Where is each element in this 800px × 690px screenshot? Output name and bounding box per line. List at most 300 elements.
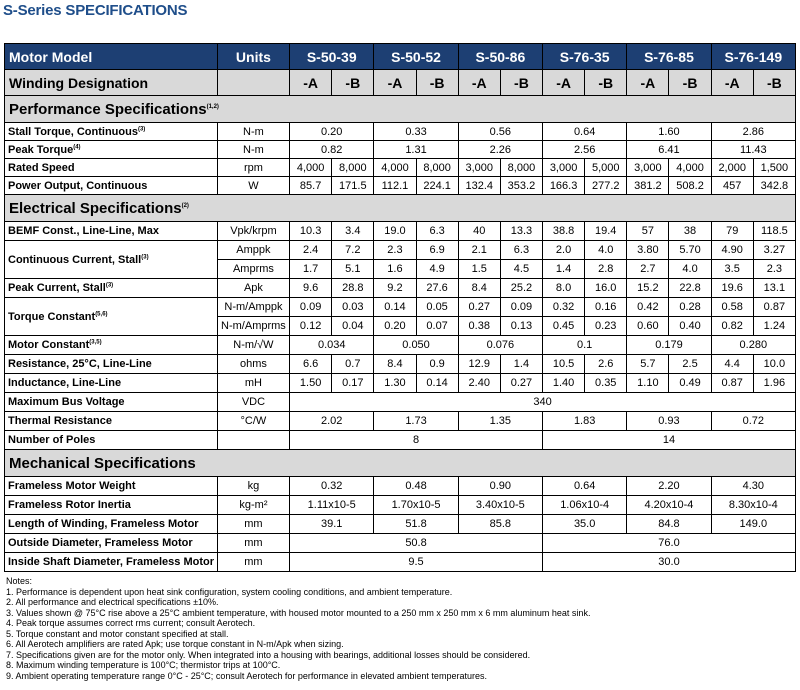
value-cell: 1.30: [374, 374, 416, 393]
performance-row: [5, 177, 796, 195]
value-cell: 27.6: [416, 279, 458, 298]
row-label-text: BEMF Const., Line-Line, Max: [8, 225, 159, 237]
row-label-text: Resistance, 25°C, Line-Line: [8, 358, 152, 370]
unit-cell: °C/W: [217, 412, 289, 431]
value-cell: 0.49: [669, 374, 711, 393]
value-cell: 4.4: [711, 355, 753, 374]
value-cell: 0.64: [543, 123, 627, 141]
units-header: Units: [217, 44, 289, 70]
value-cell: 2.5: [669, 355, 711, 374]
value-cell: 51.8: [374, 515, 458, 534]
value-cell: 38.8: [543, 222, 585, 241]
value-cell: 9.5: [290, 553, 543, 572]
row-label: [5, 298, 218, 336]
mechanical-row: [5, 477, 796, 496]
row-label: [5, 431, 218, 450]
electrical-section: [5, 195, 796, 222]
note-item: 8. Maximum winding temperature is 100°C; thermistor trips at 100°C.: [6, 660, 281, 670]
unit-cell: N-m/√W: [217, 336, 289, 355]
value-cell: 40: [458, 222, 500, 241]
row-label-text: Motor Constant: [8, 339, 90, 351]
value-cell: 1.06x10-4: [543, 496, 627, 515]
value-cell: 2.20: [627, 477, 711, 496]
value-cell: 340: [290, 393, 796, 412]
value-cell: 50.8: [290, 534, 543, 553]
value-cell: 39.1: [290, 515, 374, 534]
value-cell: 0.280: [711, 336, 795, 355]
value-cell: 19.6: [711, 279, 753, 298]
row-label-text: Rated Speed: [8, 161, 75, 174]
value-cell: 6.9: [416, 241, 458, 260]
value-cell: 3.4: [332, 222, 374, 241]
value-cell: 4.20x10-4: [627, 496, 711, 515]
value-cell: 353.2: [500, 177, 542, 195]
mechanical-row: [5, 496, 796, 515]
value-cell: 1.6: [374, 260, 416, 279]
value-cell: 2.02: [290, 412, 374, 431]
note-item: 2. All performance and electrical specifications ±10%.: [6, 597, 219, 607]
mechanical-row: [5, 515, 796, 534]
row-label: [5, 553, 218, 572]
winding-row: [5, 70, 796, 96]
unit-cell: [217, 431, 289, 450]
value-cell: 4.30: [711, 477, 795, 496]
value-cell: 57: [627, 222, 669, 241]
section-heading: [5, 195, 796, 222]
row-label: [5, 412, 218, 431]
value-cell: 25.2: [500, 279, 542, 298]
row-label: [5, 534, 218, 553]
value-cell: 0.7: [332, 355, 374, 374]
value-cell: 171.5: [332, 177, 374, 195]
winding-b: -B: [332, 70, 374, 96]
row-label-text: Maximum Bus Voltage: [8, 396, 125, 408]
value-cell: 0.32: [543, 298, 585, 317]
value-cell: 76.0: [543, 534, 796, 553]
value-cell: 8.30x10-4: [711, 496, 795, 515]
value-cell: 5.1: [332, 260, 374, 279]
unit-cell: mm: [217, 553, 289, 572]
value-cell: 1.70x10-5: [374, 496, 458, 515]
value-cell: 30.0: [543, 553, 796, 572]
row-label-text: Outside Diameter, Frameless Motor: [8, 537, 193, 549]
row-label: [5, 222, 218, 241]
value-cell: 10.0: [753, 355, 795, 374]
footnote-ref: (4): [73, 143, 81, 150]
winding-b: -B: [753, 70, 795, 96]
unit-cell: N-m/Amprms: [217, 317, 289, 336]
value-cell: 166.3: [543, 177, 585, 195]
value-cell: 0.034: [290, 336, 374, 355]
value-cell: 2.7: [627, 260, 669, 279]
value-cell: 0.87: [711, 374, 753, 393]
row-label-text: Stall Torque, Continuous: [8, 125, 138, 138]
value-cell: 5.7: [627, 355, 669, 374]
row-label: [5, 177, 218, 195]
value-cell: 0.20: [290, 123, 374, 141]
performance-section: [5, 96, 796, 123]
electrical-row: [5, 374, 796, 393]
note-item: 9. Ambient operating temperature range 0°C - 25°C; consult Aerotech for performance in elevated ambient temperatures.: [6, 670, 487, 681]
value-cell: 0.82: [290, 141, 374, 159]
winding-a: -A: [374, 70, 416, 96]
value-cell: 3.80: [627, 241, 669, 260]
value-cell: 0.56: [458, 123, 542, 141]
section-heading: [5, 96, 796, 123]
value-cell: 132.4: [458, 177, 500, 195]
value-cell: 0.14: [374, 298, 416, 317]
value-cell: 4.0: [669, 260, 711, 279]
value-cell: 2.3: [753, 260, 795, 279]
value-cell: 508.2: [669, 177, 711, 195]
value-cell: 1.11x10-5: [290, 496, 374, 515]
electrical-row: [5, 412, 796, 431]
unit-cell: N-m: [217, 123, 289, 141]
winding-label: Winding Designation: [5, 70, 218, 96]
unit-cell: kg-m²: [217, 496, 289, 515]
model-header: S-50-52: [374, 44, 458, 70]
value-cell: 2.40: [458, 374, 500, 393]
value-cell: 1.5: [458, 260, 500, 279]
unit-cell: mm: [217, 515, 289, 534]
winding-b: -B: [669, 70, 711, 96]
row-label: [5, 241, 218, 279]
winding-a: -A: [543, 70, 585, 96]
value-cell: 0.27: [500, 374, 542, 393]
value-cell: 38: [669, 222, 711, 241]
row-label: [5, 374, 218, 393]
row-label-text: Continuous Current, Stall: [8, 253, 142, 266]
value-cell: 7.2: [332, 241, 374, 260]
value-cell: 2.8: [585, 260, 627, 279]
row-label-text: Frameless Motor Weight: [8, 480, 136, 492]
electrical-row: [5, 336, 796, 355]
value-cell: 0.076: [458, 336, 542, 355]
value-cell: 1.7: [290, 260, 332, 279]
row-label-text: Thermal Resistance: [8, 415, 112, 427]
value-cell: 85.8: [458, 515, 542, 534]
section-title: Performance Specifications: [9, 100, 207, 118]
unit-cell: Amprms: [217, 260, 289, 279]
value-cell: 1.50: [290, 374, 332, 393]
value-cell: 8,000: [416, 159, 458, 177]
value-cell: 0.12: [290, 317, 332, 336]
row-label-text: Peak Current, Stall: [8, 282, 106, 294]
value-cell: 5,000: [585, 159, 627, 177]
value-cell: 8: [290, 431, 543, 450]
value-cell: 0.09: [290, 298, 332, 317]
value-cell: 0.23: [585, 317, 627, 336]
value-cell: 1.24: [753, 317, 795, 336]
value-cell: 0.179: [627, 336, 711, 355]
value-cell: 2,000: [711, 159, 753, 177]
value-cell: 8,000: [332, 159, 374, 177]
note-item: 4. Peak torque assumes correct rms current; consult Aerotech.: [6, 618, 256, 628]
value-cell: 4,000: [669, 159, 711, 177]
specifications-table: [4, 43, 796, 572]
electrical-row: [5, 279, 796, 298]
value-cell: 4,000: [290, 159, 332, 177]
value-cell: 1.73: [374, 412, 458, 431]
value-cell: 4.5: [500, 260, 542, 279]
model-header: S-76-149: [711, 44, 795, 70]
winding-b: -B: [585, 70, 627, 96]
unit-cell: N-m: [217, 141, 289, 159]
value-cell: 0.93: [627, 412, 711, 431]
value-cell: 3,000: [627, 159, 669, 177]
row-label-text: Power Output, Continuous: [8, 179, 148, 192]
notes-heading: Notes:: [6, 576, 33, 586]
value-cell: 0.17: [332, 374, 374, 393]
row-label: [5, 159, 218, 177]
table-body: [5, 44, 796, 572]
model-header: S-50-86: [458, 44, 542, 70]
value-cell: 5.70: [669, 241, 711, 260]
value-cell: 0.9: [416, 355, 458, 374]
value-cell: 0.20: [374, 317, 416, 336]
value-cell: 0.1: [543, 336, 627, 355]
row-label: [5, 355, 218, 374]
header-row: [5, 44, 796, 70]
value-cell: 0.82: [711, 317, 753, 336]
unit-cell: rpm: [217, 159, 289, 177]
winding-a: -A: [290, 70, 332, 96]
value-cell: 0.03: [332, 298, 374, 317]
value-cell: 0.14: [416, 374, 458, 393]
value-cell: 9.6: [290, 279, 332, 298]
notes: [6, 576, 590, 681]
value-cell: 85.7: [290, 177, 332, 195]
row-label: [5, 393, 218, 412]
value-cell: 8.4: [374, 355, 416, 374]
value-cell: 224.1: [416, 177, 458, 195]
section-heading: [5, 450, 796, 477]
unit-cell: W: [217, 177, 289, 195]
value-cell: 0.27: [458, 298, 500, 317]
value-cell: 4.90: [711, 241, 753, 260]
value-cell: 1.96: [753, 374, 795, 393]
value-cell: 2.6: [585, 355, 627, 374]
electrical-row: [5, 298, 796, 317]
value-cell: 0.05: [416, 298, 458, 317]
row-label: [5, 279, 218, 298]
value-cell: 0.32: [290, 477, 374, 496]
note-item: 3. Values shown @ 75°C rise above a 25°C ambient temperature, with housed motor mounted to a 250 mm x 250 mm x 6 mm aluminum heat sink.: [6, 607, 591, 618]
value-cell: 2.1: [458, 241, 500, 260]
section-title: Electrical Specifications: [9, 199, 182, 217]
value-cell: 13.3: [500, 222, 542, 241]
winding-a: -A: [627, 70, 669, 96]
value-cell: 3,000: [458, 159, 500, 177]
row-label: [5, 515, 218, 534]
value-cell: 4,000: [374, 159, 416, 177]
row-label: [5, 141, 218, 159]
footnote-ref: (5,6): [95, 310, 108, 317]
value-cell: 0.38: [458, 317, 500, 336]
value-cell: 0.72: [711, 412, 795, 431]
model-header: S-76-85: [627, 44, 711, 70]
value-cell: 16.0: [585, 279, 627, 298]
value-cell: 0.35: [585, 374, 627, 393]
value-cell: 0.48: [374, 477, 458, 496]
value-cell: 22.8: [669, 279, 711, 298]
row-label-text: Torque Constant: [8, 310, 96, 323]
model-header: S-50-39: [290, 44, 374, 70]
winding-a: -A: [711, 70, 753, 96]
electrical-row: [5, 241, 796, 260]
value-cell: 0.07: [416, 317, 458, 336]
value-cell: 8.0: [543, 279, 585, 298]
electrical-row: [5, 355, 796, 374]
row-label-text: Length of Winding, Frameless Motor: [8, 518, 199, 530]
value-cell: 149.0: [711, 515, 795, 534]
mechanical-section: [5, 450, 796, 477]
row-label-text: Number of Poles: [8, 434, 96, 446]
note-item: 5. Torque constant and motor constant specified at stall.: [6, 628, 229, 639]
value-cell: 1.31: [374, 141, 458, 159]
performance-row: [5, 141, 796, 159]
electrical-row: [5, 431, 796, 450]
value-cell: 2.4: [290, 241, 332, 260]
row-label: [5, 336, 218, 355]
footnote-ref: (3): [141, 253, 149, 260]
value-cell: 10.5: [543, 355, 585, 374]
row-label-text: Frameless Rotor Inertia: [8, 499, 131, 511]
value-cell: 1.83: [543, 412, 627, 431]
unit-cell: [217, 70, 289, 96]
value-cell: 3.5: [711, 260, 753, 279]
footnote-ref: (1,2): [206, 103, 219, 110]
winding-b: -B: [500, 70, 542, 96]
winding-b: -B: [416, 70, 458, 96]
electrical-row: [5, 222, 796, 241]
value-cell: 1.60: [627, 123, 711, 141]
value-cell: 0.87: [753, 298, 795, 317]
performance-row: [5, 123, 796, 141]
footnote-ref: (3): [105, 282, 114, 289]
row-label-text: Inductance, Line-Line: [8, 377, 122, 389]
footnote-ref: (3,5): [89, 339, 102, 346]
value-cell: 12.9: [458, 355, 500, 374]
value-cell: 0.42: [627, 298, 669, 317]
value-cell: 0.28: [669, 298, 711, 317]
value-cell: 14: [543, 431, 796, 450]
value-cell: 19.4: [585, 222, 627, 241]
performance-row: [5, 159, 796, 177]
unit-cell: mH: [217, 374, 289, 393]
value-cell: 8,000: [500, 159, 542, 177]
unit-cell: Vpk/krpm: [217, 222, 289, 241]
value-cell: 8.4: [458, 279, 500, 298]
value-cell: 13.1: [753, 279, 795, 298]
section-title: Mechanical Specifications: [9, 454, 196, 472]
unit-cell: Amppk: [217, 241, 289, 260]
value-cell: 0.09: [500, 298, 542, 317]
value-cell: 1.4: [500, 355, 542, 374]
mechanical-row: [5, 534, 796, 553]
value-cell: 6.3: [416, 222, 458, 241]
value-cell: 1,500: [753, 159, 795, 177]
value-cell: 10.3: [290, 222, 332, 241]
value-cell: 342.8: [753, 177, 795, 195]
value-cell: 35.0: [543, 515, 627, 534]
note-item: 7. Specifications given are for the motor only. When integrated into a housing with bearings, additional losses should be considered.: [6, 649, 531, 660]
value-cell: 0.90: [458, 477, 542, 496]
value-cell: 3,000: [543, 159, 585, 177]
value-cell: 2.56: [543, 141, 627, 159]
value-cell: 6.6: [290, 355, 332, 374]
value-cell: 9.2: [374, 279, 416, 298]
value-cell: 1.40: [543, 374, 585, 393]
value-cell: 11.43: [711, 141, 795, 159]
value-cell: 6.3: [500, 241, 542, 260]
value-cell: 4.0: [585, 241, 627, 260]
value-cell: 0.40: [669, 317, 711, 336]
value-cell: 0.16: [585, 298, 627, 317]
motor-model-header: Motor Model: [5, 44, 218, 70]
unit-cell: VDC: [217, 393, 289, 412]
value-cell: 28.8: [332, 279, 374, 298]
unit-cell: ohms: [217, 355, 289, 374]
value-cell: 2.3: [374, 241, 416, 260]
row-label: [5, 477, 218, 496]
value-cell: 2.26: [458, 141, 542, 159]
value-cell: 3.40x10-5: [458, 496, 542, 515]
value-cell: 6.41: [627, 141, 711, 159]
value-cell: 2.0: [543, 241, 585, 260]
value-cell: 0.050: [374, 336, 458, 355]
value-cell: 4.9: [416, 260, 458, 279]
row-label-text: Inside Shaft Diameter, Frameless Motor: [8, 556, 215, 568]
mechanical-row: [5, 553, 796, 572]
value-cell: 118.5: [753, 222, 795, 241]
page-title: S-Series SPECIFICATIONS: [3, 2, 188, 19]
value-cell: 84.8: [627, 515, 711, 534]
winding-a: -A: [458, 70, 500, 96]
value-cell: 1.4: [543, 260, 585, 279]
unit-cell: N-m/Amppk: [217, 298, 289, 317]
value-cell: 0.13: [500, 317, 542, 336]
value-cell: 457: [711, 177, 753, 195]
value-cell: 277.2: [585, 177, 627, 195]
footnote-ref: (2): [181, 202, 189, 209]
value-cell: 15.2: [627, 279, 669, 298]
value-cell: 0.45: [543, 317, 585, 336]
value-cell: 0.33: [374, 123, 458, 141]
row-label-text: Peak Torque: [8, 143, 74, 156]
unit-cell: mm: [217, 534, 289, 553]
value-cell: 112.1: [374, 177, 416, 195]
value-cell: 1.35: [458, 412, 542, 431]
value-cell: 0.60: [627, 317, 669, 336]
model-header: S-76-35: [543, 44, 627, 70]
unit-cell: kg: [217, 477, 289, 496]
value-cell: 0.64: [543, 477, 627, 496]
value-cell: 3.27: [753, 241, 795, 260]
value-cell: 19.0: [374, 222, 416, 241]
footnote-ref: (3): [137, 125, 146, 132]
row-label: [5, 496, 218, 515]
value-cell: 0.58: [711, 298, 753, 317]
value-cell: 381.2: [627, 177, 669, 195]
row-label: [5, 123, 218, 141]
value-cell: 0.04: [332, 317, 374, 336]
value-cell: 2.86: [711, 123, 795, 141]
note-item: 1. Performance is dependent upon heat sink configuration, system cooling conditions, and ambient temperature.: [6, 586, 453, 597]
value-cell: 79: [711, 222, 753, 241]
electrical-row: [5, 393, 796, 412]
note-item: 6. All Aerotech amplifiers are rated Apk; use torque constant in N-m/Apk when sizing.: [6, 639, 344, 649]
